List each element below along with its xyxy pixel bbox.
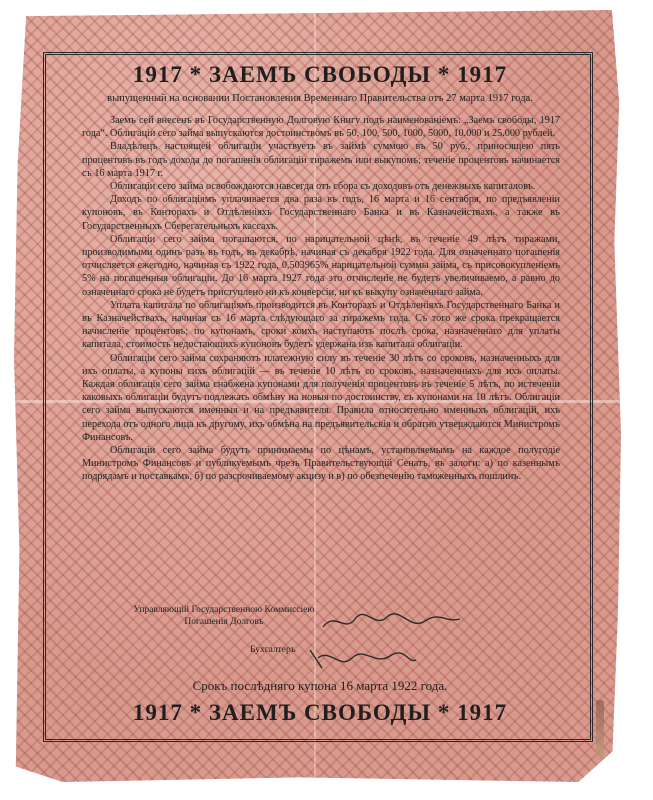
paragraph: Облигаціи сего займа освобождаются навсегда отъ сбора съ доходовъ отъ денежныхъ капиталовъ. [110, 181, 536, 193]
paper-damage [596, 700, 604, 760]
paragraph: Облигаціи сего займа сохраняютъ платежную силу въ теченіе 30 лѣтъ со сроковъ, назначенныхъ для ихъ оплаты, а купоны сихъ облигацій — въ теченіе 10 лѣтъ со сроковъ, назначенныхъ для ихъ оплаты. Каждая облигація сего займа снабжена купонами для полученія процентовъ въ теченіе 5 лѣтъ, по истеченіи каковыхъ облигаціи будутъ подлежать обмѣну на новыя по достоинству, съ купонами на 10 лѣтъ. Облигаціи сего займа выпускаются именныя и на предъявителя. Правила относительно именныхъ облигацій, ихъ перехода отъ одного лица къ другому, ихъ обмѣна на предъявительскія и обратно утверждаются Министромъ Финансовъ. [82, 352, 560, 443]
paragraph: Облигаціи сего займа будутъ принимаемы по цѣнамъ, установляемымъ на каждое полугодіе Министромъ Финансовъ и публикуемымъ чрезъ Правительствующій Сенатъ, въ залоги: а) по казеннымъ подрядамъ и поставкамъ, б) по разсрочиваемому акцизу и в) по обезпеченію таможенныхъ пошлинъ. [82, 445, 560, 483]
paragraph: Уплата капитала по облигаціямъ производится въ Конторахъ и Отдѣленіяхъ Государственнаго Банка и въ Казначействахъ, начиная съ 16 марта слѣдующаго за тиражемъ года. Съ того же срока прекращается начисленіе процентовъ; по купонамъ, сроки коихъ наступаютъ послѣ срока, назначеннаго для уплаты капитала, стоимость недостающихъ купоновъ будетъ удержана изъ капитала облигаціи. [82, 299, 560, 351]
coupon-note: Срокъ послѣдняго купона 16 марта 1922 года. [192, 678, 448, 693]
signature-accountant-label: Бухгалтеръ [250, 645, 296, 655]
subtitle: выпущенный на основании Постановления Временнаго Правительства отъ 27 марта 1917 года. [107, 93, 533, 104]
manager-handwritten-signature [315, 609, 465, 635]
signature-manager-label: Управляющій Государственною Коммиссіею Погашенія Долговъ [133, 605, 315, 627]
bond-terms-text [82, 114, 560, 484]
title-top: 1917 * ЗАЕМЪ СВОБОДЫ * 1917 [132, 62, 508, 87]
paragraph: Облигаціи сего займа погашаются, по нарицательной цѣнѣ, въ теченіе 49 лѣтъ тиражами, производимыми одинъ разъ въ годъ, въ декабрѣ, начиная съ декабря 1922 года. Для означеннаго погашенія отчисляется ежегодно, начиная съ 1922 года, 0,503965% нарицательной суммы займа, съ присовокупленіемъ 5% на погашенныя облигаціи. До 16 марта 1927 года это отчисленіе не будетъ увеличиваемо, а равно до означеннаго срока не будетъ приступлено ни къ конверсіи, ни къ выкупу означеннаго займа. [82, 233, 560, 298]
paragraph: Доходъ по облигаціямъ уплачивается два раза въ годъ, 16 марта и 16 сентября, по предъявленіи купоновъ, въ Конторахъ и Отдѣленіяхъ Государственнаго Банка и въ Казначействахъ, а также въ Государственныхъ Сберегательныхъ кассахъ. [82, 194, 560, 232]
accountant-handwritten-signature [300, 644, 420, 674]
title-bottom: 1917 * ЗАЕМЪ СВОБОДЫ * 1917 [132, 700, 508, 725]
paragraph: Владѣлецъ настоящей облигаціи участвуетъ въ займѣ суммою въ 50 руб., приносящею пять процентовъ въ годъ дохода до погашенія облигаціи тиражемъ или выкупомъ; теченіе процентовъ начинается съ 16 марта 1917 г. [82, 141, 560, 179]
paragraph: Заемъ сей внесенъ въ Государственную Долговую Книгу подъ наименованіемъ: „Заемъ свободы, 1917 года“. Облигаціи сего займа выпускаются достоинствомъ въ 50, 100, 500, 1000, 5000, 10.000 и 25.000 рублей. [82, 115, 560, 140]
